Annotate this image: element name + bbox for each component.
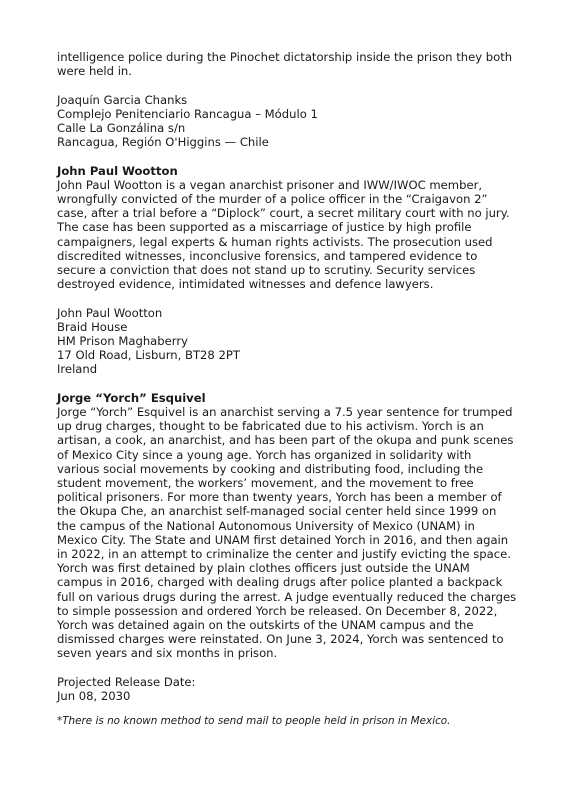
spacer	[57, 661, 517, 675]
address-line: Joaquín Garcia Chanks	[57, 92, 188, 107]
address-line: Ireland	[57, 362, 98, 377]
address-line: 17 Old Road, Lisburn, BT28 2PT	[57, 348, 240, 363]
esquivel-bio: Jorge “Yorch” Esquivel is an anarchist serving a 7.5 year sentence for trumped up drug charges, thought to be fabricated due to his activism. Yorch is an artisan, a cook, an anarchist, and has been part of the okupa and punk scenes of Mexico City since a young age. Yorch has organized in solidarity with various social movements by cooking and distributing food, including the student movement, the workers’ movement, and the movement to free political prisoners. For more than twenty years, Yorch has been a member of the Okupa Che, an anarchist self-managed social center held since 1999 on the campus of the National Autonomous University of Mexico (UNAM) in Mexico City. The State and UNAM first detained Yorch in 2016, and then again in 2022, in an attempt to criminalize the center and justify evicting the space. Yorch was first detained by plain clothes officers just outside the UNAM campus in 2016, charged with dealing drugs after police planted a backpack full on various drugs during the arrest. A judge eventually reduced the charges to simple possession and ordered Yorch be released. On December 8, 2022, Yorch was detained again on the outskirts of the UNAM campus and the dismissed charges were reinstated. On June 3, 2024, Yorch was sentenced to seven years and six months in prison.	[57, 405, 517, 661]
address-line: John Paul Wootton	[57, 305, 163, 320]
intro-continuation: intelligence police during the Pinochet dictatorship inside the prison they both were held in.	[57, 50, 513, 79]
wootton-bio: John Paul Wootton is a vegan anarchist prisoner and IWW/IWOC member, wrongfully convicted of the murder of a police officer in the “Craigavon 2” case, after a trial before a “Diplock” court, a secret military court with no jury. The case has been supported as a miscarriage of justice by high profile campaigners, legal experts & human rights activists. The prosecution used discredited witnesses, inconclusive forensics, and tampered evidence to secure a conviction that does not stand up to scrutiny. Security services destroyed evidence, intimidated witnesses and defence lawyers.	[57, 177, 510, 292]
garcia-mailing-address	[57, 93, 517, 150]
spacer	[57, 78, 517, 92]
address-line: HM Prison Maghaberry	[57, 334, 188, 349]
document-page	[57, 50, 517, 728]
address-line: Calle La Gonzálina s/n	[57, 121, 186, 135]
mail-note: *There is no known method to send mail to people held in prison in Mexico.	[57, 715, 451, 728]
spacer	[57, 149, 517, 163]
spacer	[57, 377, 517, 391]
address-line: Complejo Penitenciario Rancagua – Módulo 1	[57, 106, 318, 121]
esquivel-heading: Jorge “Yorch” Esquivel	[57, 390, 206, 405]
release-label: Projected Release Date:	[57, 674, 196, 689]
address-line: Braid House	[57, 319, 128, 334]
address-line: Rancagua, Región O'Higgins — Chile	[57, 135, 269, 150]
wootton-mailing-address	[57, 306, 517, 377]
esquivel-release-info	[57, 675, 517, 703]
spacer	[57, 291, 517, 305]
wootton-heading: John Paul Wootton	[57, 163, 178, 178]
release-date: Jun 08, 2030	[57, 689, 131, 704]
